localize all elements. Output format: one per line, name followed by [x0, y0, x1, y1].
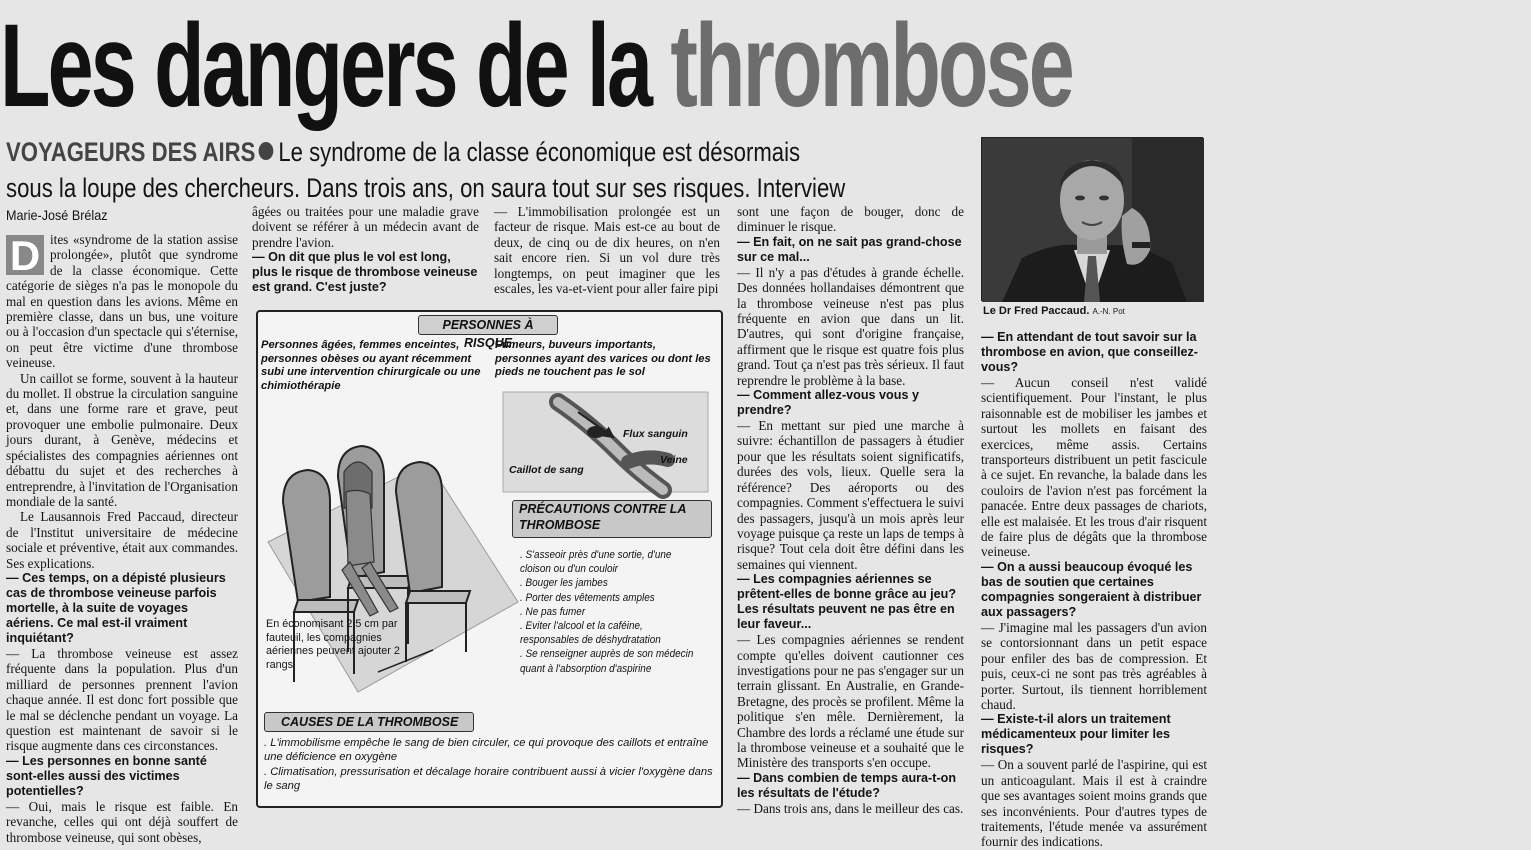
risk-group-b: Fumeurs, buveurs importants, personnes ayant des varices ou dont les pieds ne touchent pas le sol — [495, 339, 711, 378]
dropcap: D — [6, 235, 44, 275]
interview-answer: — En mettant sur pied une marche à suivre: échantillon de passagers à étudier pour que les résultats soient significatifs, durées des vols, lieux. Quelle sera la référence? Des aéroports ou des compagnies. Comment s'effectuera le suivi des passagers, jusqu'à un mois après leur voyage puisque ça reste un laps de temps à risque? Tout cela doit être défini dans les semaines qui viennent. — [737, 418, 964, 572]
deck — [6, 134, 1106, 206]
photo-credit: A.-N. Pot — [1092, 307, 1125, 316]
photo-caption — [983, 305, 1125, 317]
article-column-1 — [6, 232, 238, 845]
interview-answer: — J'imagine mal les passagers d'un avion se contorsionnant dans un petit espace pour enfiler des bas de compression. Et puis, ceux-ci ne sont pas très agréables à porter. Surtout, ils tiennent horriblement chaud. — [981, 619, 1207, 712]
interview-question: — En fait, on ne sait pas grand-chose sur ce mal... — [737, 234, 962, 264]
headline-part2: thrombose — [670, 0, 1072, 132]
bullet-icon — [259, 142, 274, 160]
interview-question: — On dit que plus le vol est long, plus le risque de thrombose veineuse est grand. C'est juste? — [252, 250, 478, 295]
paragraph: ites «syndrome de la station assise prolongée», plutôt que syndrome de la classe économique. Cette catégorie de sièges n'a pas le monopole du mal en question dans les avions. Même en première classe, dans un bus, une voiture ou à l'occasion d'un spectacle qui s'éternise, on peut être victime d'une thrombose veineuse. — [6, 232, 238, 371]
interview-question: — Les compagnies aériennes se prêtent-elles de bonne grâce au jeu? Les résultats peuvent ne pas être en leur faveur... — [737, 572, 957, 632]
paragraph: Le Lausannois Fred Paccaud, directeur de l'Institut universitaire de médecine sociale et préventive, était aux commandes. Ses explications. — [6, 509, 238, 571]
interview-answer: — Les compagnies aériennes se rendent compte qu'elles doivent cautionner ces investigations pour ne pas s'engager sur un terrain glissant. En Australie, en Grande-Bretagne, des procès se profilent. Même la politique s'en mêle. Dernièrement, la Chambre des lords a réclamé une étude sur la thrombose veineuse et a souhaité que le Ministère des transports s'en occupe. — [737, 632, 964, 771]
portrait-photo — [981, 137, 1203, 301]
headline — [0, 2, 1211, 130]
precautions-list — [520, 548, 700, 676]
deck-line1: Le syndrome de la classe économique est désormais — [278, 137, 801, 167]
article-column-2 — [252, 204, 479, 295]
causes-list — [264, 736, 716, 794]
article-column-5 — [981, 330, 1207, 850]
list-item: . Se renseigner auprès de son médecin quant à l'absorption d'aspirine — [520, 647, 700, 675]
paragraph: âgées ou traitées pour une maladie grave doivent se référer à un médecin avant de prendre l'avion. — [252, 204, 479, 250]
causes-title: CAUSES DE LA THROMBOSE — [264, 712, 474, 732]
paragraph: sont une façon de bouger, donc de diminuer le risque. — [737, 204, 964, 235]
deck-line2: sous la loupe des chercheurs. Dans trois ans, on saura tout sur ses risques. Interview — [6, 173, 846, 203]
photo-caption-text: Le Dr Fred Paccaud. — [983, 305, 1090, 317]
list-item: . Porter des vêtements amples — [520, 591, 700, 605]
precautions-title: PRÉCAUTIONS CONTRE LA THROMBOSE — [512, 500, 712, 538]
paragraph: — L'immobilisation prolongée est un facteur de risque. Mais est-ce au bout de deux, de cinq ou de dix heures, on n'en sait encore rien. Si un vol dure très longtemps, on peut imaginer que les escales, les va-et-vient pour aller faire pipi — [494, 204, 720, 297]
interview-answer: — On a souvent parlé de l'aspirine, qui est un anticoagulant. Mais il est à craindre que ses avantages soient moins grands que ses inconvénients. Pour d'autres types de traitements, l'étude menée va assurément fournir des indications. — [981, 757, 1207, 850]
infographic — [256, 310, 723, 808]
deck-kicker: VOYAGEURS DES AIRS — [6, 137, 256, 167]
interview-answer: — La thrombose veineuse est assez fréquente dans la population. Plus d'un milliard de personnes prennent l'avion chaque année. Il est donc fort possible que le mal se déclenche pendant un voyage. La question est maintenant de savoir si le risque augmente dans ces circonstances. — [6, 645, 238, 754]
vein-diagram-icon — [503, 392, 708, 492]
interview-question: — Ces temps, on a dépisté plusieurs cas de thrombose veineuse parfois mortelle, à la suite de voyages aériens. Ce mal est-il vraiment inquiétant? — [6, 570, 226, 645]
list-item: . Bouger les jambes — [520, 576, 700, 590]
interview-answer: — Dans trois ans, dans le meilleur des cas. — [737, 800, 964, 816]
byline: Marie-José Brélaz — [6, 207, 108, 223]
paragraph: Un caillot se forme, souvent à la hauteur du mollet. Il obstrue la circulation sanguine et, dans une forme rare et grave, peut provoquer une embolie pulmonaire. Deux jours durant, à Genève, médecins et spécialistes des compagnies aériennes ont débattu du sujet et des recherches à entreprendre, à l'invitation de l'Organisation mondiale de la santé. — [6, 370, 238, 509]
interview-question: — En attendant de tout savoir sur la thrombose en avion, que conseillez-vous? — [981, 330, 1198, 374]
interview-answer: — Oui, mais le risque est faible. En revanche, celles qui ont déjà souffert de thrombose veineuse, qui sont obèses, — [6, 798, 238, 845]
interview-question: — On a aussi beaucoup évoqué les bas de soutien que certaines compagnies songeraient à distribuer aux passagers? — [981, 559, 1202, 619]
interview-question: — Dans combien de temps aura-t-on les résultats de l'étude? — [737, 770, 957, 800]
headline-part1: Les dangers de la — [0, 0, 671, 132]
interview-answer: — Il n'y a pas d'études à grande échelle. Des données hollandaises démontrent que la thrombose veineuse n'est pas plus fréquente en avion que dans un lit. D'autres, qui sont d'origine française, affirment que le risque est quatre fois plus grand. Tout ça n'est pas très sérieux. Il faut reprendre le problème à la base. — [737, 264, 964, 388]
infographic-title: PERSONNES À RISQUE — [418, 315, 558, 335]
interview-question: — Comment allez-vous vous y prendre? — [737, 388, 919, 418]
economy-note: En économisant 2,5 cm par fauteuil, les compagnies aériennes peuvent ajouter 2 rangs — [266, 618, 400, 671]
list-item: . Eviter l'alcool et la caféine, responsables de déshydratation — [520, 619, 700, 647]
label-caillot: Caillot de sang — [509, 464, 584, 476]
interview-question: — Les personnes en bonne santé sont-elles aussi des victimes potentielles? — [6, 753, 207, 798]
interview-answer: — Aucun conseil n'est validé scientifiquement. Pour l'instant, le plus raisonnable est de mobiliser les jambes et surtout les mollets en faisant des exercices, même assis. Certains transporteurs distribuent un petit fascicule à ce sujet. En revanche, la balade dans les couloirs de l'avion n'est pas forcément la panacée. Entre deux passages de chariots, elle est malaisée. Et les trous d'air risquent de faire plus de dégâts que la thrombose veineuse. — [981, 375, 1207, 560]
list-item: . Climatisation, pressurisation et décalage horaire contribuent aussi à vicier l'oxygène dans le sang — [264, 765, 716, 794]
article-column-3 — [494, 204, 720, 296]
interview-question: — Existe-t-il alors un traitement médicamenteux pour limiter les risques? — [981, 712, 1171, 757]
label-veine: Veine — [660, 454, 688, 466]
label-flux-sanguin: Flux sanguin — [623, 428, 688, 440]
article-column-4 — [737, 204, 964, 816]
list-item: . S'asseoir près d'une sortie, d'une cloison ou d'un couloir — [520, 548, 700, 576]
list-item: . L'immobilisme empêche le sang de bien circuler, ce qui provoque des caillots et entraîne une déficience en oxygène — [264, 736, 716, 765]
risk-group-a: Personnes âgées, femmes enceintes, personnes obèses ou ayant récemment subi une intervention chirurgicale ou une chimiothérapie — [261, 339, 481, 392]
list-item: . Ne pas fumer — [520, 605, 700, 619]
